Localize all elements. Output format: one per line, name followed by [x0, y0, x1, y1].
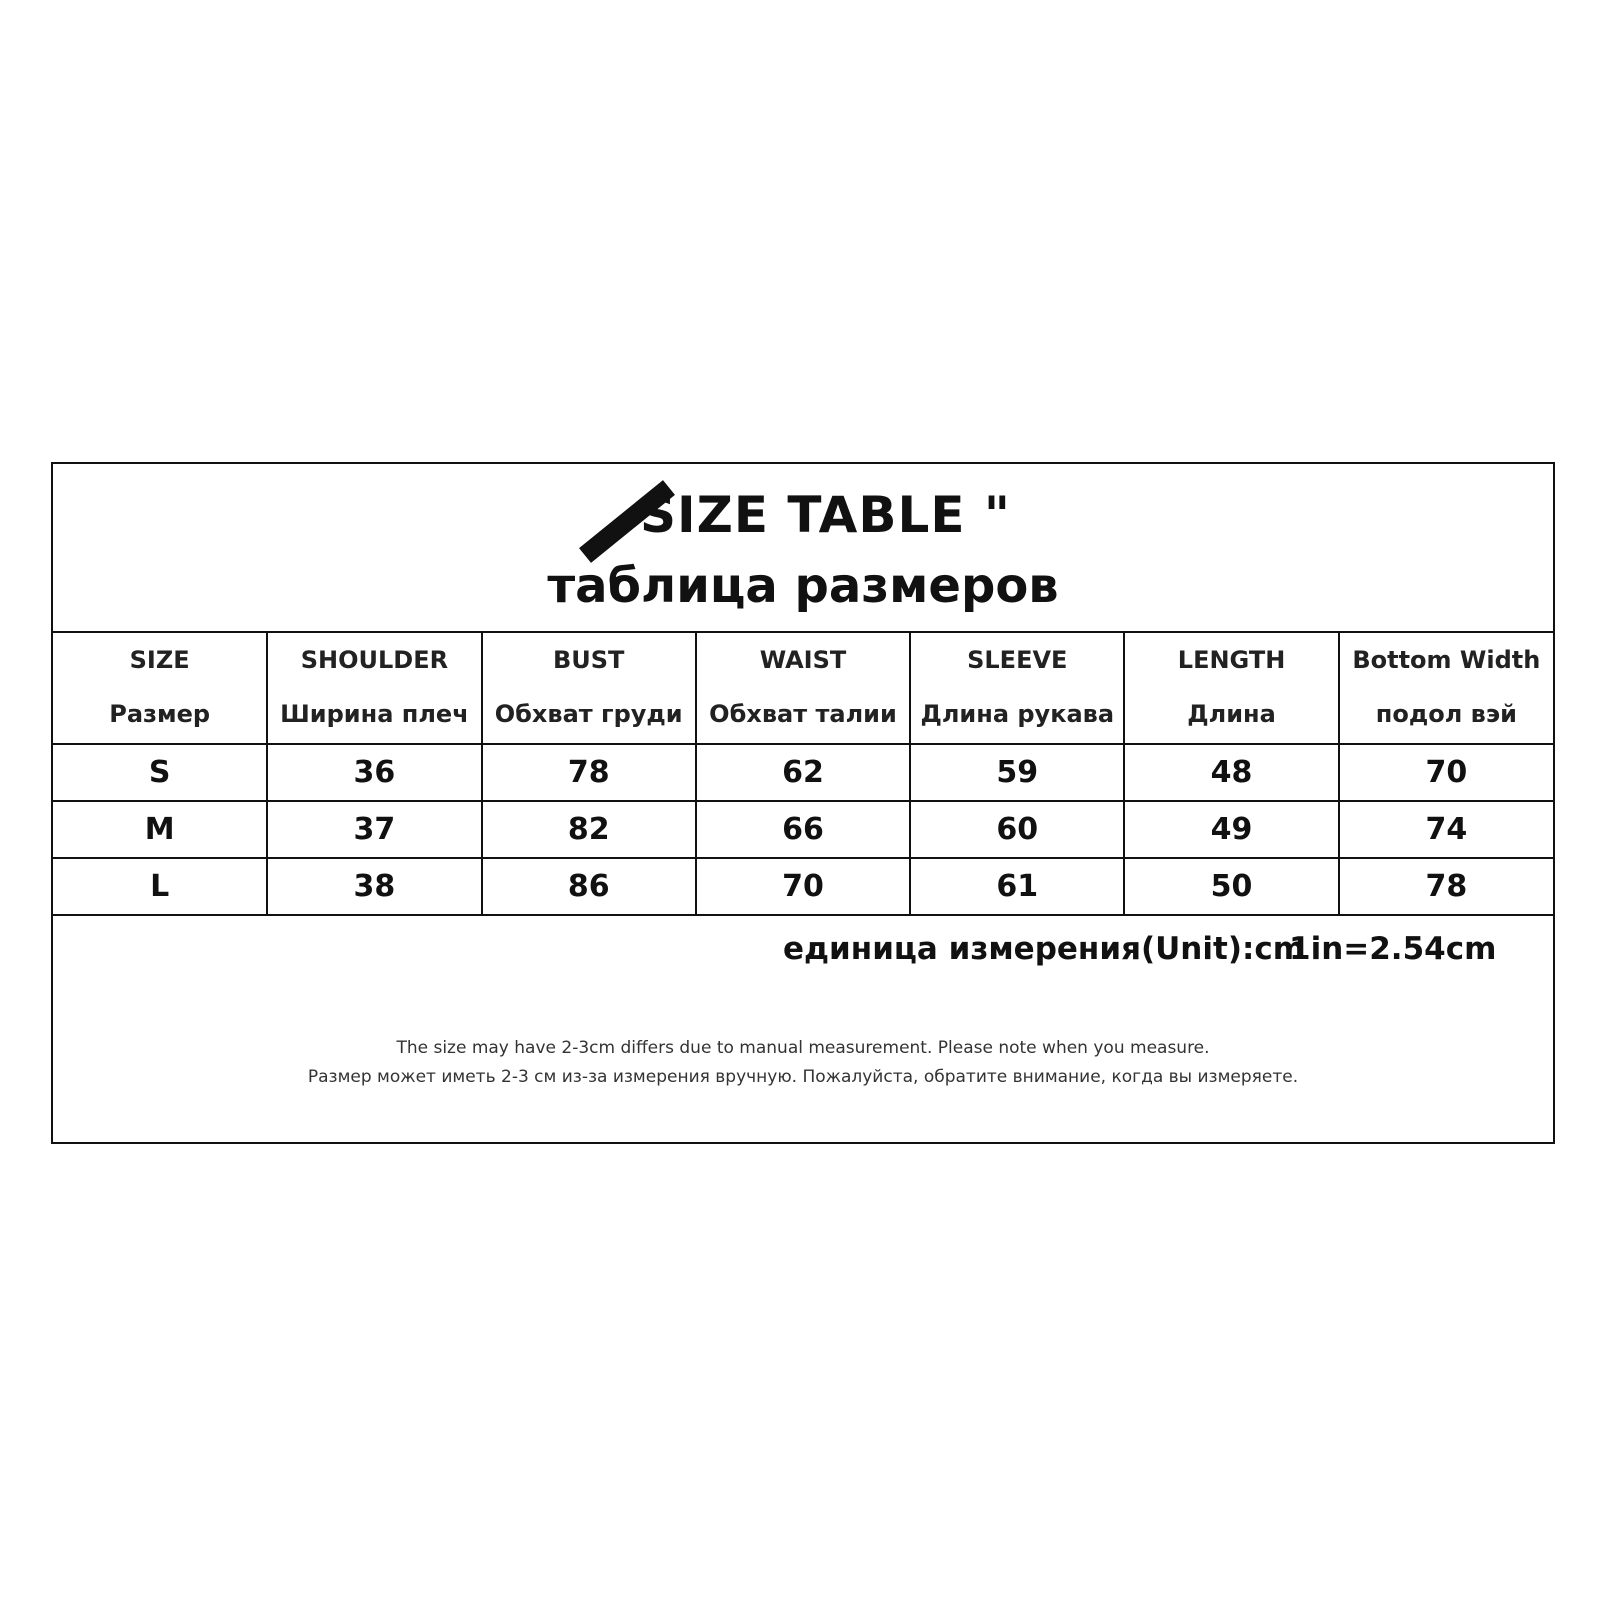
table-cell: 70	[1339, 744, 1553, 801]
table-cell: L	[53, 858, 267, 915]
table-cell: M	[53, 801, 267, 858]
column-header-ru: подол вэй	[1375, 700, 1517, 728]
column-header-en: WAIST	[759, 646, 847, 674]
column-header-length	[1124, 631, 1338, 744]
table-cell: 50	[1124, 858, 1338, 915]
table-cell: 82	[482, 801, 696, 858]
size-chart-header	[53, 464, 1553, 633]
note-russian: Размер может иметь 2-3 см из-за измерения вручную. Пожалуйста, обратите внимание, когда вы измеряете.	[307, 1067, 1299, 1087]
column-header-en: SHOULDER	[300, 646, 449, 674]
table-cell: 37	[267, 801, 481, 858]
table-cell: 78	[1339, 858, 1553, 915]
title-russian: таблица размеров	[547, 558, 1059, 614]
unit-conversion: 1in=2.54cm	[1289, 931, 1497, 967]
table-cell: 49	[1124, 801, 1338, 858]
table-cell: 36	[267, 744, 481, 801]
column-header-ru: Обхват груди	[494, 700, 683, 728]
column-header-ru: Обхват талии	[709, 700, 897, 728]
table-row	[53, 801, 1553, 858]
table-cell: 74	[1339, 801, 1553, 858]
size-chart	[51, 462, 1555, 1144]
table-cell: 48	[1124, 744, 1338, 801]
table-row	[53, 858, 1553, 915]
column-header-ru: Длина рукава	[920, 700, 1115, 728]
column-header-ru: Размер	[109, 700, 211, 728]
table-cell: 78	[482, 744, 696, 801]
column-header-en: BUST	[552, 646, 625, 674]
column-header-en: LENGTH	[1177, 646, 1286, 674]
table-cell: 61	[910, 858, 1124, 915]
column-header-en: SLEEVE	[967, 646, 1068, 674]
table-cell: 60	[910, 801, 1124, 858]
measurement-notes	[53, 1034, 1553, 1092]
column-header-shoulder	[267, 631, 481, 744]
column-header-bust	[482, 631, 696, 744]
column-header-size	[53, 631, 267, 744]
table-cell: 70	[696, 858, 910, 915]
table-cell: 38	[267, 858, 481, 915]
table-cell: 59	[910, 744, 1124, 801]
column-header-ru: Ширина плеч	[280, 700, 469, 728]
column-header-en: SIZE	[129, 646, 190, 674]
note-english: The size may have 2-3cm differs due to manual measurement. Please note when you measure.	[396, 1038, 1210, 1058]
unit-label: единица измерения(Unit):cm	[783, 931, 1306, 967]
size-table	[53, 631, 1553, 916]
table-header-row	[53, 631, 1553, 744]
table-cell: 86	[482, 858, 696, 915]
table-cell: 66	[696, 801, 910, 858]
title-english: SIZE TABLE "	[640, 486, 1011, 544]
column-header-en: Bottom Width	[1352, 646, 1541, 674]
column-header-sleeve	[910, 631, 1124, 744]
table-row	[53, 744, 1553, 801]
column-header-waist	[696, 631, 910, 744]
table-cell: 62	[696, 744, 910, 801]
column-header-bottom-width	[1339, 631, 1553, 744]
column-header-ru: Длина	[1187, 700, 1276, 728]
table-cell: S	[53, 744, 267, 801]
